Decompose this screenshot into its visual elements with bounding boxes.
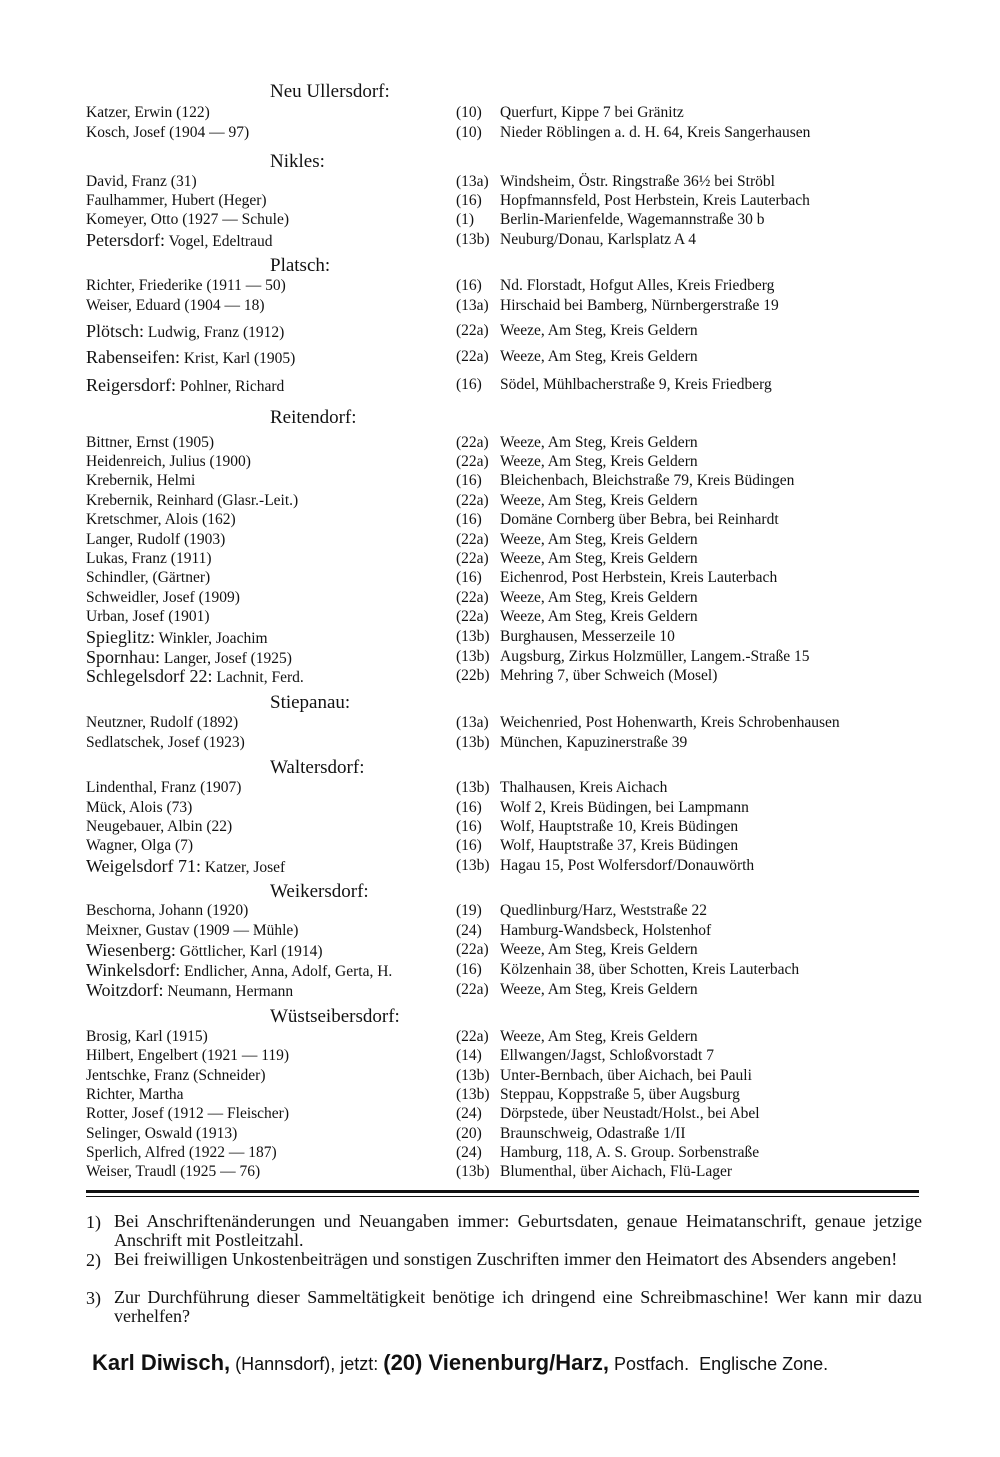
footnote-text: Zur Durchführung dieser Sammeltätigkeit benötige ich dringend eine Schreibmaschine! Wer kann mir dazu verhelfen? xyxy=(114,1287,922,1326)
postal-zone-code: (22a) xyxy=(456,348,489,365)
entry-name-cell xyxy=(86,607,210,627)
footnote-text: Bei Anschriftenänderungen und Neuangaben immer: Geburtsdaten, genaue Heimatanschrift, genaue jetzige Anschrift mit Postleitzahl. xyxy=(114,1211,922,1250)
list-item xyxy=(86,836,946,856)
entry-name-cell xyxy=(86,733,245,753)
postal-zone-code: (13b) xyxy=(456,628,490,645)
list-item xyxy=(86,276,946,296)
divider-line-thin xyxy=(86,1196,919,1197)
postal-zone-code: (24) xyxy=(456,922,482,939)
entry-name-cell xyxy=(86,491,298,511)
place-name: Winkelsdorf: xyxy=(86,960,181,980)
person-name: Neumann, Hermann xyxy=(167,983,294,1000)
postal-zone-code: (13b) xyxy=(456,648,490,665)
list-item xyxy=(86,471,946,491)
postal-zone-code: (16) xyxy=(456,376,482,393)
place-name: Plötsch: xyxy=(86,321,145,341)
person-name: Kosch, Josef (1904 — 97) xyxy=(86,124,250,141)
address-text: Nd. Florstadt, Hofgut Alles, Kreis Friedberg xyxy=(500,277,775,294)
signature-name: Karl Diwisch, xyxy=(92,1350,231,1375)
place-name: Woitzdorf: xyxy=(86,980,164,1000)
list-item xyxy=(86,588,946,608)
section-heading: Platsch: xyxy=(270,255,331,276)
address-text: Berlin-Marienfelde, Wagemannstraße 30 b xyxy=(500,211,765,228)
list-item xyxy=(86,568,946,588)
list-item xyxy=(86,1046,946,1066)
address-text: Hirschaid bei Bamberg, Nürnbergerstraße 19 xyxy=(500,297,779,314)
signature-zone: Englische Zone. xyxy=(699,1354,829,1374)
entry-name-cell xyxy=(86,940,323,962)
entry-name-cell xyxy=(86,296,265,316)
entry-name-cell xyxy=(86,1027,208,1047)
address-text: Augsburg, Zirkus Holzmüller, Langem.-Straße 15 xyxy=(500,648,810,665)
section-heading: Reitendorf: xyxy=(270,407,357,428)
person-name: Faulhammer, Hubert (Heger) xyxy=(86,192,267,209)
postal-zone-code: (13b) xyxy=(456,231,490,248)
address-text: Nieder Röblingen a. d. H. 64, Kreis Sangerhausen xyxy=(500,124,811,141)
person-name: Winkler, Joachim xyxy=(158,630,268,647)
section-heading: Waltersdorf: xyxy=(270,757,365,778)
address-text: Hopfmannsfeld, Post Herbstein, Kreis Lauterbach xyxy=(500,192,810,209)
person-name: Sedlatschek, Josef (1923) xyxy=(86,734,245,751)
person-name: Pohlner, Richard xyxy=(179,378,285,395)
person-name: Langer, Josef (1925) xyxy=(163,650,292,667)
section-heading: Stiepanau: xyxy=(270,692,351,713)
address-text: Domäne Cornberg über Bebra, bei Reinhardt xyxy=(500,511,779,528)
address-text: München, Kapuzinerstraße 39 xyxy=(500,734,688,751)
postal-zone-code: (24) xyxy=(456,1105,482,1122)
entry-name-cell xyxy=(86,568,210,588)
entry-name-cell xyxy=(86,1104,289,1124)
list-item xyxy=(86,1124,946,1144)
entry-name-cell xyxy=(86,980,293,1002)
address-text: Weeze, Am Steg, Kreis Geldern xyxy=(500,981,698,998)
person-name: Katzer, Erwin (122) xyxy=(86,104,210,121)
entry-name-cell xyxy=(86,588,240,608)
address-text: Kölzenhain 38, über Schotten, Kreis Lauterbach xyxy=(500,961,800,978)
list-item xyxy=(86,530,946,550)
person-name: Ludwig, Franz (1912) xyxy=(147,324,285,341)
postal-zone-code: (13b) xyxy=(456,779,490,796)
address-text: Hamburg-Wandsbeck, Holstenhof xyxy=(500,922,712,939)
list-item xyxy=(86,191,946,211)
postal-zone-code: (16) xyxy=(456,837,482,854)
list-item xyxy=(86,452,946,472)
signature-note: (Hannsdorf), jetzt: xyxy=(235,1354,379,1374)
postal-zone-code: (16) xyxy=(456,472,482,489)
entry-name-cell xyxy=(86,856,285,878)
postal-zone-code: (22b) xyxy=(456,667,490,684)
signature-suffix: Postfach. xyxy=(614,1354,690,1374)
entry-name-cell xyxy=(86,347,295,369)
entry-name-cell xyxy=(86,549,212,569)
address-text: Ellwangen/Jagst, Schloßvorstadt 7 xyxy=(500,1047,714,1064)
postal-zone-code: (22a) xyxy=(456,1028,489,1045)
postal-zone-code: (13a) xyxy=(456,173,489,190)
address-text: Mehring 7, über Schweich (Mosel) xyxy=(500,667,718,684)
list-item xyxy=(86,1162,946,1182)
section-heading: Nikles: xyxy=(270,151,325,172)
address-text: Bleichenbach, Bleichstraße 79, Kreis Büdingen xyxy=(500,472,795,489)
list-item xyxy=(86,960,946,980)
address-text: Querfurt, Kippe 7 bei Gränitz xyxy=(500,104,684,121)
postal-zone-code: (24) xyxy=(456,1144,482,1161)
postal-zone-code: (13a) xyxy=(456,297,489,314)
list-item xyxy=(86,1066,946,1086)
entry-name-cell xyxy=(86,1046,289,1066)
entry-name-cell xyxy=(86,1085,184,1105)
postal-zone-code: (16) xyxy=(456,961,482,978)
section-heading: Neu Ullersdorf: xyxy=(270,81,390,102)
person-name: Komeyer, Otto (1927 — Schule) xyxy=(86,211,289,228)
place-name: Reigersdorf: xyxy=(86,375,176,395)
person-name: Beschorna, Johann (1920) xyxy=(86,902,249,919)
address-text: Weeze, Am Steg, Kreis Geldern xyxy=(500,322,698,339)
entry-name-cell xyxy=(86,452,251,472)
address-text: Braunschweig, Odastraße 1/II xyxy=(500,1125,686,1142)
person-name: Krebernik, Reinhard (Glasr.-Leit.) xyxy=(86,492,299,509)
entry-name-cell xyxy=(86,1143,277,1163)
list-item xyxy=(86,230,946,250)
postal-zone-code: (19) xyxy=(456,902,482,919)
list-item xyxy=(86,627,946,647)
address-text: Wolf, Hauptstraße 37, Kreis Büdingen xyxy=(500,837,739,854)
person-name: David, Franz (31) xyxy=(86,173,197,190)
entry-name-cell xyxy=(86,921,298,941)
list-item xyxy=(86,1085,946,1105)
list-item xyxy=(86,549,946,569)
postal-zone-code: (16) xyxy=(456,277,482,294)
person-name: Göttlicher, Karl (1914) xyxy=(179,943,323,960)
entry-name-cell xyxy=(86,666,304,688)
postal-zone-code: (22a) xyxy=(456,589,489,606)
place-name: Spornhau: xyxy=(86,647,160,667)
person-name: Bittner, Ernst (1905) xyxy=(86,434,215,451)
place-name: Rabenseifen: xyxy=(86,347,180,367)
place-name: Schlegelsdorf 22: xyxy=(86,666,213,686)
list-item xyxy=(86,123,946,143)
list-item xyxy=(86,433,946,453)
person-name: Endlicher, Anna, Adolf, Gerta, H. xyxy=(184,963,393,980)
postal-zone-code: (22a) xyxy=(456,322,489,339)
list-item xyxy=(86,172,946,192)
divider-line-thick xyxy=(86,1190,919,1193)
entry-name-cell xyxy=(86,778,241,798)
person-name: Schindler, (Gärtner) xyxy=(86,569,211,586)
address-text: Weeze, Am Steg, Kreis Geldern xyxy=(500,1028,698,1045)
list-item xyxy=(86,921,946,941)
postal-zone-code: (16) xyxy=(456,192,482,209)
person-name: Katzer, Josef xyxy=(204,859,286,876)
entry-name-cell xyxy=(86,191,267,211)
person-name: Richter, Friederike (1911 — 50) xyxy=(86,277,286,294)
address-text: Quedlinburg/Harz, Weststraße 22 xyxy=(500,902,707,919)
person-name: Richter, Martha xyxy=(86,1086,184,1103)
address-text: Neuburg/Donau, Karlsplatz A 4 xyxy=(500,231,697,248)
entry-name-cell xyxy=(86,230,272,252)
person-name: Rotter, Josef (1912 — Fleischer) xyxy=(86,1105,289,1122)
postal-zone-code: (16) xyxy=(456,569,482,586)
list-item xyxy=(86,666,946,686)
postal-zone-code: (22a) xyxy=(456,434,489,451)
entry-name-cell xyxy=(86,1066,265,1086)
person-name: Langer, Rudolf (1903) xyxy=(86,531,226,548)
person-name: Meixner, Gustav (1909 — Mühle) xyxy=(86,922,299,939)
list-item xyxy=(86,321,946,341)
address-text: Wolf, Hauptstraße 10, Kreis Büdingen xyxy=(500,818,739,835)
person-name: Schweidler, Josef (1909) xyxy=(86,589,240,606)
list-item xyxy=(86,210,946,230)
list-item xyxy=(86,817,946,837)
person-name: Weiser, Eduard (1904 — 18) xyxy=(86,297,265,314)
address-text: Windsheim, Östr. Ringstraße 36½ bei Ströbl xyxy=(500,173,775,190)
postal-zone-code: (13b) xyxy=(456,857,490,874)
person-name: Mück, Alois (73) xyxy=(86,799,193,816)
list-item xyxy=(86,713,946,733)
entry-name-cell xyxy=(86,530,225,550)
footnote-number: 3) xyxy=(86,1288,101,1308)
postal-zone-code: (22a) xyxy=(456,981,489,998)
address-text: Weeze, Am Steg, Kreis Geldern xyxy=(500,608,698,625)
address-text: Hagau 15, Post Wolfersdorf/Donauwörth xyxy=(500,857,755,874)
entry-name-cell xyxy=(86,1162,260,1182)
person-name: Lindenthal, Franz (1907) xyxy=(86,779,242,796)
person-name: Heidenreich, Julius (1900) xyxy=(86,453,251,470)
list-item xyxy=(86,778,946,798)
address-text: Dörpstede, über Neustadt/Holst., bei Abel xyxy=(500,1105,760,1122)
entry-name-cell xyxy=(86,1124,237,1144)
person-name: Neugebauer, Albin (22) xyxy=(86,818,233,835)
postal-zone-code: (1) xyxy=(456,211,475,228)
address-text: Unter-Bernbach, über Aichach, bei Pauli xyxy=(500,1067,752,1084)
signature-city: (20) Vienenburg/Harz, xyxy=(383,1350,610,1375)
entry-name-cell xyxy=(86,627,268,649)
person-name: Wagner, Olga (7) xyxy=(86,837,194,854)
entry-name-cell xyxy=(86,375,284,397)
postal-zone-code: (13b) xyxy=(456,1067,490,1084)
person-name: Kretschmer, Alois (162) xyxy=(86,511,236,528)
entry-name-cell xyxy=(86,321,284,343)
postal-zone-code: (22a) xyxy=(456,453,489,470)
person-name: Jentschke, Franz (Schneider) xyxy=(86,1067,266,1084)
address-text: Hamburg, 118, A. S. Group. Sorbenstraße xyxy=(500,1144,760,1161)
section-heading: Wüstseibersdorf: xyxy=(270,1006,400,1027)
address-text: Weeze, Am Steg, Kreis Geldern xyxy=(500,492,698,509)
list-item xyxy=(86,798,946,818)
postal-zone-code: (13b) xyxy=(456,734,490,751)
list-item xyxy=(86,1104,946,1124)
entry-name-cell xyxy=(86,510,236,530)
postal-zone-code: (16) xyxy=(456,511,482,528)
address-text: Thalhausen, Kreis Aichach xyxy=(500,779,668,796)
footnote-number: 2) xyxy=(86,1250,101,1270)
address-text: Weeze, Am Steg, Kreis Geldern xyxy=(500,434,698,451)
signature-line xyxy=(92,1349,828,1378)
place-name: Wiesenberg: xyxy=(86,940,176,960)
list-item xyxy=(86,901,946,921)
person-name: Krist, Karl (1905) xyxy=(183,350,296,367)
person-name: Weiser, Traudl (1925 — 76) xyxy=(86,1163,261,1180)
list-item xyxy=(86,103,946,123)
list-item xyxy=(86,733,946,753)
place-name: Spieglitz: xyxy=(86,627,155,647)
entry-name-cell xyxy=(86,276,286,296)
address-text: Burghausen, Messerzeile 10 xyxy=(500,628,675,645)
postal-zone-code: (22a) xyxy=(456,492,489,509)
list-item xyxy=(86,856,946,876)
person-name: Lukas, Franz (1911) xyxy=(86,550,212,567)
list-item xyxy=(86,375,946,395)
postal-zone-code: (22a) xyxy=(456,550,489,567)
entry-name-cell xyxy=(86,103,210,123)
list-item xyxy=(86,510,946,530)
list-item xyxy=(86,647,946,667)
footnote-number: 1) xyxy=(86,1212,101,1232)
address-text: Weeze, Am Steg, Kreis Geldern xyxy=(500,550,698,567)
postal-zone-code: (14) xyxy=(456,1047,482,1064)
list-item xyxy=(86,607,946,627)
address-text: Weeze, Am Steg, Kreis Geldern xyxy=(500,589,698,606)
entry-name-cell xyxy=(86,713,238,733)
entry-name-cell xyxy=(86,471,195,491)
footnote-text: Bei freiwilligen Unkostenbeiträgen und sonstigen Zuschriften immer den Heimatort des Absenders angeben! xyxy=(114,1249,898,1269)
postal-zone-code: (20) xyxy=(456,1125,482,1142)
postal-zone-code: (22a) xyxy=(456,941,489,958)
person-name: Vogel, Edeltraud xyxy=(168,233,273,250)
postal-zone-code: (13b) xyxy=(456,1163,490,1180)
entry-name-cell xyxy=(86,433,214,453)
list-item xyxy=(86,296,946,316)
postal-zone-code: (22a) xyxy=(456,531,489,548)
entry-name-cell xyxy=(86,901,248,921)
person-name: Lachnit, Ferd. xyxy=(216,669,304,686)
address-text: Weichenried, Post Hohenwarth, Kreis Schrobenhausen xyxy=(500,714,840,731)
place-name: Petersdorf: xyxy=(86,230,165,250)
person-name: Urban, Josef (1901) xyxy=(86,608,210,625)
address-text: Weeze, Am Steg, Kreis Geldern xyxy=(500,348,698,365)
list-item xyxy=(86,347,946,367)
section-heading: Weikersdorf: xyxy=(270,881,369,902)
person-name: Krebernik, Helmi xyxy=(86,472,196,489)
address-text: Wolf 2, Kreis Büdingen, bei Lampmann xyxy=(500,799,749,816)
entry-name-cell xyxy=(86,172,197,192)
address-text: Weeze, Am Steg, Kreis Geldern xyxy=(500,453,698,470)
address-text: Södel, Mühlbacherstraße 9, Kreis Friedberg xyxy=(500,376,772,393)
postal-zone-code: (13b) xyxy=(456,1086,490,1103)
entry-name-cell xyxy=(86,123,249,143)
postal-zone-code: (10) xyxy=(456,104,482,121)
address-text: Blumenthal, über Aichach, Flü-Lager xyxy=(500,1163,733,1180)
entry-name-cell xyxy=(86,798,192,818)
address-text: Weeze, Am Steg, Kreis Geldern xyxy=(500,531,698,548)
list-item xyxy=(86,1143,946,1163)
list-item xyxy=(86,1027,946,1047)
postal-zone-code: (10) xyxy=(456,124,482,141)
person-name: Hilbert, Engelbert (1921 — 119) xyxy=(86,1047,290,1064)
person-name: Selinger, Oswald (1913) xyxy=(86,1125,238,1142)
postal-zone-code: (16) xyxy=(456,799,482,816)
list-item xyxy=(86,940,946,960)
entry-name-cell xyxy=(86,960,392,982)
postal-zone-code: (16) xyxy=(456,818,482,835)
postal-zone-code: (13a) xyxy=(456,714,489,731)
entry-name-cell xyxy=(86,210,289,230)
address-text: Steppau, Koppstraße 5, über Augsburg xyxy=(500,1086,740,1103)
place-name: Weigelsdorf 71: xyxy=(86,856,202,876)
entry-name-cell xyxy=(86,817,232,837)
address-text: Eichenrod, Post Herbstein, Kreis Lauterbach xyxy=(500,569,778,586)
list-item xyxy=(86,980,946,1000)
postal-zone-code: (22a) xyxy=(456,608,489,625)
person-name: Neutzner, Rudolf (1892) xyxy=(86,714,239,731)
list-item xyxy=(86,491,946,511)
address-text: Weeze, Am Steg, Kreis Geldern xyxy=(500,941,698,958)
person-name: Brosig, Karl (1915) xyxy=(86,1028,208,1045)
entry-name-cell xyxy=(86,836,193,856)
person-name: Sperlich, Alfred (1922 — 187) xyxy=(86,1144,277,1161)
